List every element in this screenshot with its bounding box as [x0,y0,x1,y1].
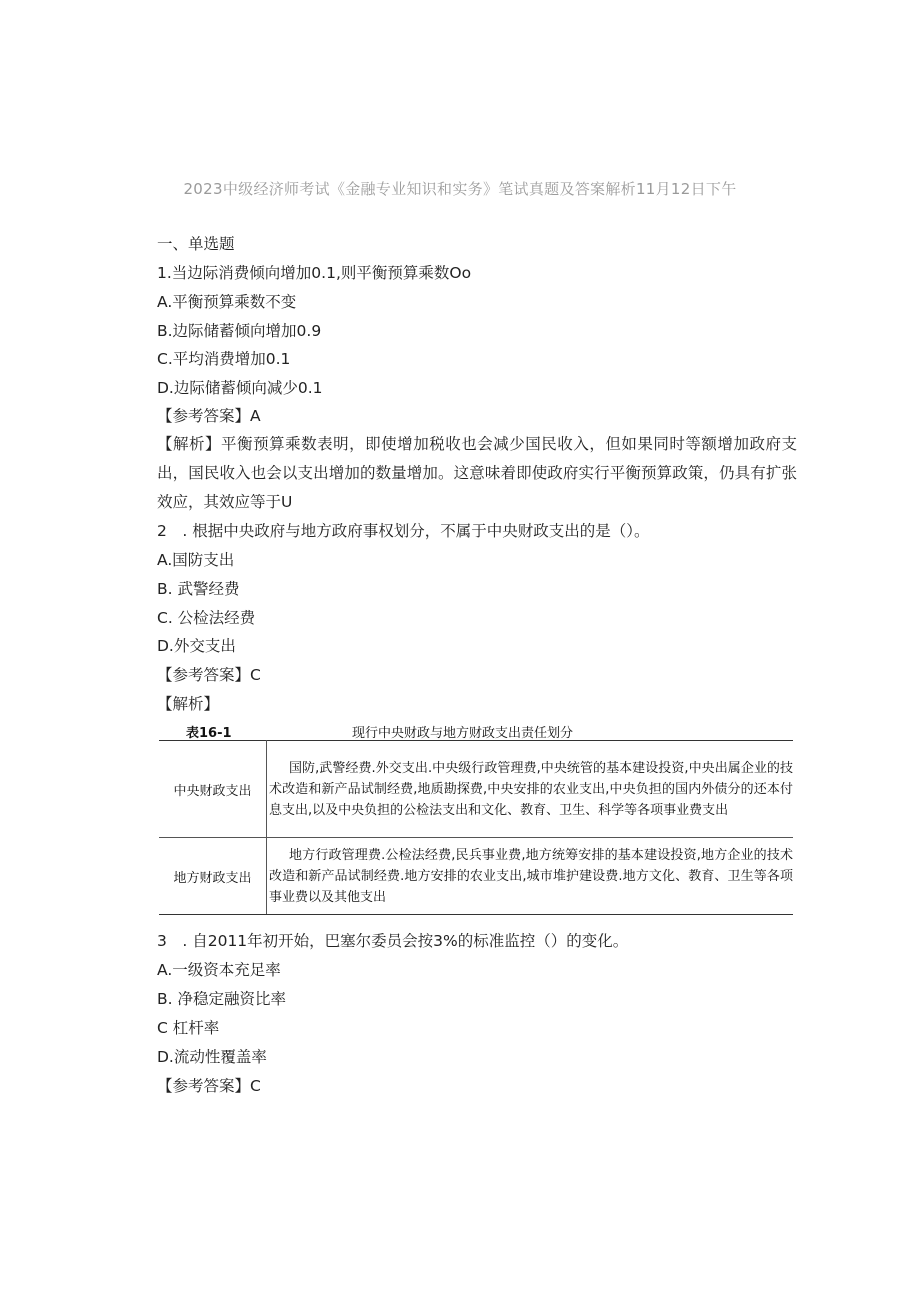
question-2-option-b: B. 武警经费 [157,580,240,598]
table-row-head: 中央财政支出 [159,741,267,838]
question-1-option-d: D.边际储蓄倾向减少0.1 [157,379,323,397]
question-2-stem: 2 . 根据中央政府与地方政府事权划分，不属于中央财政支出的是（）。 [157,522,650,540]
question-3-answer: 【参考答案】C [157,1077,261,1095]
question-1-option-b: B.边际储蓄倾向增加0.9 [157,322,322,340]
table-row [159,838,793,915]
expenditure-table [159,740,793,915]
question-2-option-a: A.国防支出 [157,551,235,569]
table-row [159,741,793,838]
question-3-option-c: C 杠杆率 [157,1019,220,1037]
table-number: 表16-1 [186,726,232,741]
question-2-option-d: D.外交支出 [157,637,236,655]
question-1-option-c: C.平均消费增加0.1 [157,350,291,368]
table-row-body: 地方行政管理费.公检法经费,民兵事业费,地方统筹安排的基本建设投资,地方企业的技术改造和新产品试制经费.地方安排的农业支出,城市堆护建设费.地方文化、教育、卫生等各项事业费以及其他支出 [267,838,794,915]
question-1-option-a: A.平衡预算乘数不变 [157,293,297,311]
table-title: 现行中央财政与地方财政支出责任划分 [352,726,574,741]
question-2-answer: 【参考答案】C [157,666,261,684]
table-row-head: 地方财政支出 [159,838,267,915]
question-3-option-a: A.一级资本充足率 [157,961,281,979]
section-heading: 一、单选题 [157,235,235,253]
question-3-stem: 3 . 自2011年初开始，巴塞尔委员会按3%的标准监控（）的变化。 [157,932,629,950]
question-1-stem: 1.当边际消费倾向增加0.1,则平衡预算乘数Oo [157,264,472,282]
question-1-answer: 【参考答案】A [157,407,261,425]
question-1-analysis: 【解析】平衡预算乘数表明，即使增加税收也会减少国民收入，但如果同时等额增加政府支出，国民收入也会以支出增加的数量增加。这意味着即使政府实行平衡预算政策，仍具有扩张效应，其效应等于U [157,435,797,511]
table-row-body: 国防,武警经费.外交支出.中央级行政管理费,中央统管的基本建设投资,中央出属企业的技术改造和新产品试制经费,地质勘探费,中央安排的农业支出,中央负担的国内外债分的还本付息支出,以及中央负担的公检法支出和文化、教育、卫生、科学等各项事业费支出 [267,741,794,838]
question-2-option-c: C. 公检法经费 [157,609,256,627]
document-title: 2023中级经济师考试《金融专业知识和实务》笔试真题及答案解析11月12日下午 [183,180,737,198]
question-3-option-d: D.流动性覆盖率 [157,1048,267,1066]
question-2-analysis: 【解析】 [157,695,220,713]
question-3-option-b: B. 净稳定融资比率 [157,990,286,1008]
